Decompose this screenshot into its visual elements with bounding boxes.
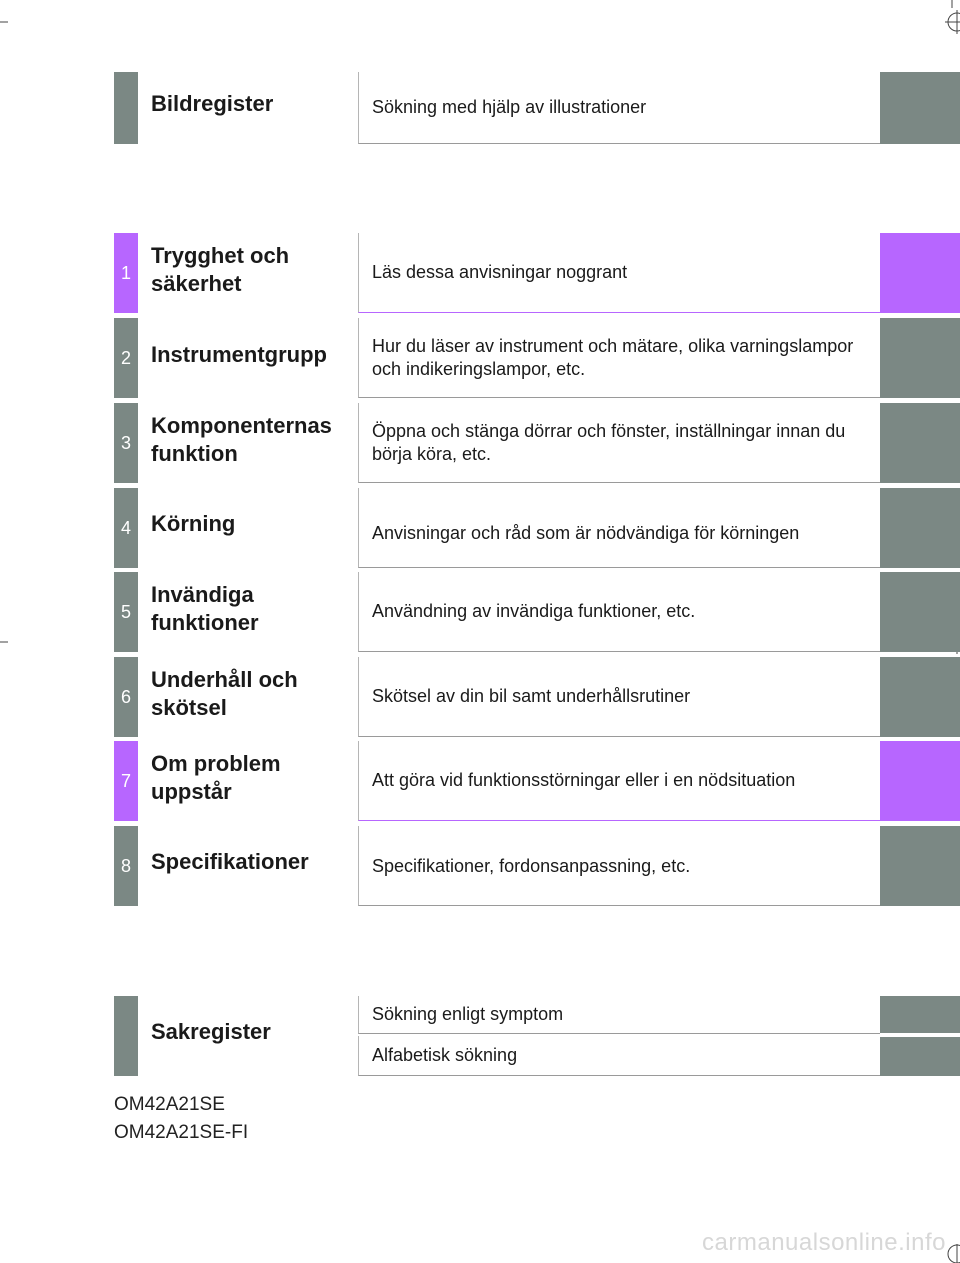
sakregister-item-alfabetisk-text: Alfabetisk sökning bbox=[372, 1045, 518, 1065]
chapter-desc-text-7: Att göra vid funktionsstörningar eller i en nödsituation bbox=[372, 770, 796, 790]
bildregister-row[interactable] bbox=[0, 72, 960, 144]
bildregister-tab bbox=[114, 72, 138, 144]
chapter-row-2[interactable] bbox=[0, 318, 960, 398]
chapter-title-1: Trygghet och säkerhet bbox=[151, 243, 290, 296]
bildregister-title: Bildregister bbox=[151, 91, 274, 116]
chapter-right-tab-5 bbox=[880, 572, 960, 652]
chapter-right-tab-8 bbox=[880, 826, 960, 906]
chapter-row-6[interactable] bbox=[0, 657, 960, 737]
sakregister-row bbox=[0, 996, 960, 1076]
chapter-title-8: Specifikationer bbox=[151, 849, 309, 874]
chapter-title-2: Instrumentgrupp bbox=[151, 342, 327, 367]
chapter-right-tab-7 bbox=[880, 741, 960, 821]
chapter-tab-5: 5 bbox=[114, 572, 138, 652]
chapter-desc-text-2: Hur du läser av instrument och mätare, olika varningslampor och indikeringslampor, etc. bbox=[372, 335, 854, 379]
chapter-desc-4 bbox=[358, 488, 880, 568]
sakregister-title: Sakregister bbox=[151, 1019, 271, 1044]
chapter-row-8[interactable] bbox=[0, 826, 960, 906]
chapter-desc-2 bbox=[358, 318, 880, 398]
manual-code-2: OM42A21SE-FI bbox=[114, 1122, 249, 1143]
sakregister-tab bbox=[114, 996, 138, 1076]
chapter-tab-3: 3 bbox=[114, 403, 138, 483]
sakregister-right-tab-2 bbox=[880, 1037, 960, 1076]
chapter-desc-text-1: Läs dessa anvisningar noggrant bbox=[372, 262, 628, 282]
sakregister-item-symptom[interactable] bbox=[358, 996, 880, 1034]
chapter-tab-8: 8 bbox=[114, 826, 138, 906]
chapter-row-3[interactable] bbox=[0, 403, 960, 483]
chapter-desc-text-8: Specifikationer, fordonsanpassning, etc. bbox=[372, 856, 691, 876]
chapter-desc-5 bbox=[358, 572, 880, 652]
chapter-desc-text-6: Skötsel av din bil samt underhållsrutiner bbox=[372, 686, 691, 706]
chapter-tab-7: 7 bbox=[114, 741, 138, 821]
chapter-desc-text-5: Användning av invändiga funktioner, etc. bbox=[372, 601, 696, 621]
sakregister-right-tab-1 bbox=[880, 996, 960, 1033]
bildregister-desc bbox=[358, 72, 880, 144]
chapter-desc-3 bbox=[358, 403, 880, 483]
chapter-title-5: Invändiga funktioner bbox=[151, 582, 259, 635]
chapter-desc-text-3: Öppna och stänga dörrar och fönster, inställningar innan du börja köra, etc. bbox=[372, 420, 846, 464]
sakregister-item-alfabetisk[interactable] bbox=[358, 1036, 880, 1076]
chapter-title-6: Underhåll och skötsel bbox=[151, 667, 298, 720]
chapter-tab-4: 4 bbox=[114, 488, 138, 568]
chapter-desc-8 bbox=[358, 826, 880, 906]
chapter-row-7[interactable] bbox=[0, 741, 960, 821]
chapter-right-tab-2 bbox=[880, 318, 960, 398]
chapter-row-4[interactable] bbox=[0, 488, 960, 568]
chapter-right-tab-6 bbox=[880, 657, 960, 737]
watermark-text: carmanualsonline.info bbox=[702, 1229, 946, 1256]
bildregister-right-tab bbox=[880, 72, 960, 144]
chapter-right-tab-1 bbox=[880, 233, 960, 313]
chapter-title-7: Om problem uppstår bbox=[151, 751, 281, 804]
chapter-desc-text-4: Anvisningar och råd som är nödvändiga för körningen bbox=[372, 523, 800, 543]
manual-code-1: OM42A21SE bbox=[114, 1094, 225, 1115]
chapter-right-tab-4 bbox=[880, 488, 960, 568]
chapter-desc-7 bbox=[358, 741, 880, 821]
chapter-row-5[interactable] bbox=[0, 572, 960, 652]
chapter-tab-1: 1 bbox=[114, 233, 138, 313]
chapter-desc-6 bbox=[358, 657, 880, 737]
chapter-title-4: Körning bbox=[151, 511, 236, 536]
chapter-title-3: Komponenternas funktion bbox=[151, 413, 332, 466]
chapter-tab-6: 6 bbox=[114, 657, 138, 737]
sakregister-item-symptom-text: Sökning enligt symptom bbox=[372, 1004, 564, 1024]
chapter-right-tab-3 bbox=[880, 403, 960, 483]
chapter-tab-2: 2 bbox=[114, 318, 138, 398]
bildregister-desc-text: Sökning med hjälp av illustrationer bbox=[372, 97, 647, 117]
chapter-row-1[interactable] bbox=[0, 233, 960, 313]
chapter-desc-1 bbox=[358, 233, 880, 313]
